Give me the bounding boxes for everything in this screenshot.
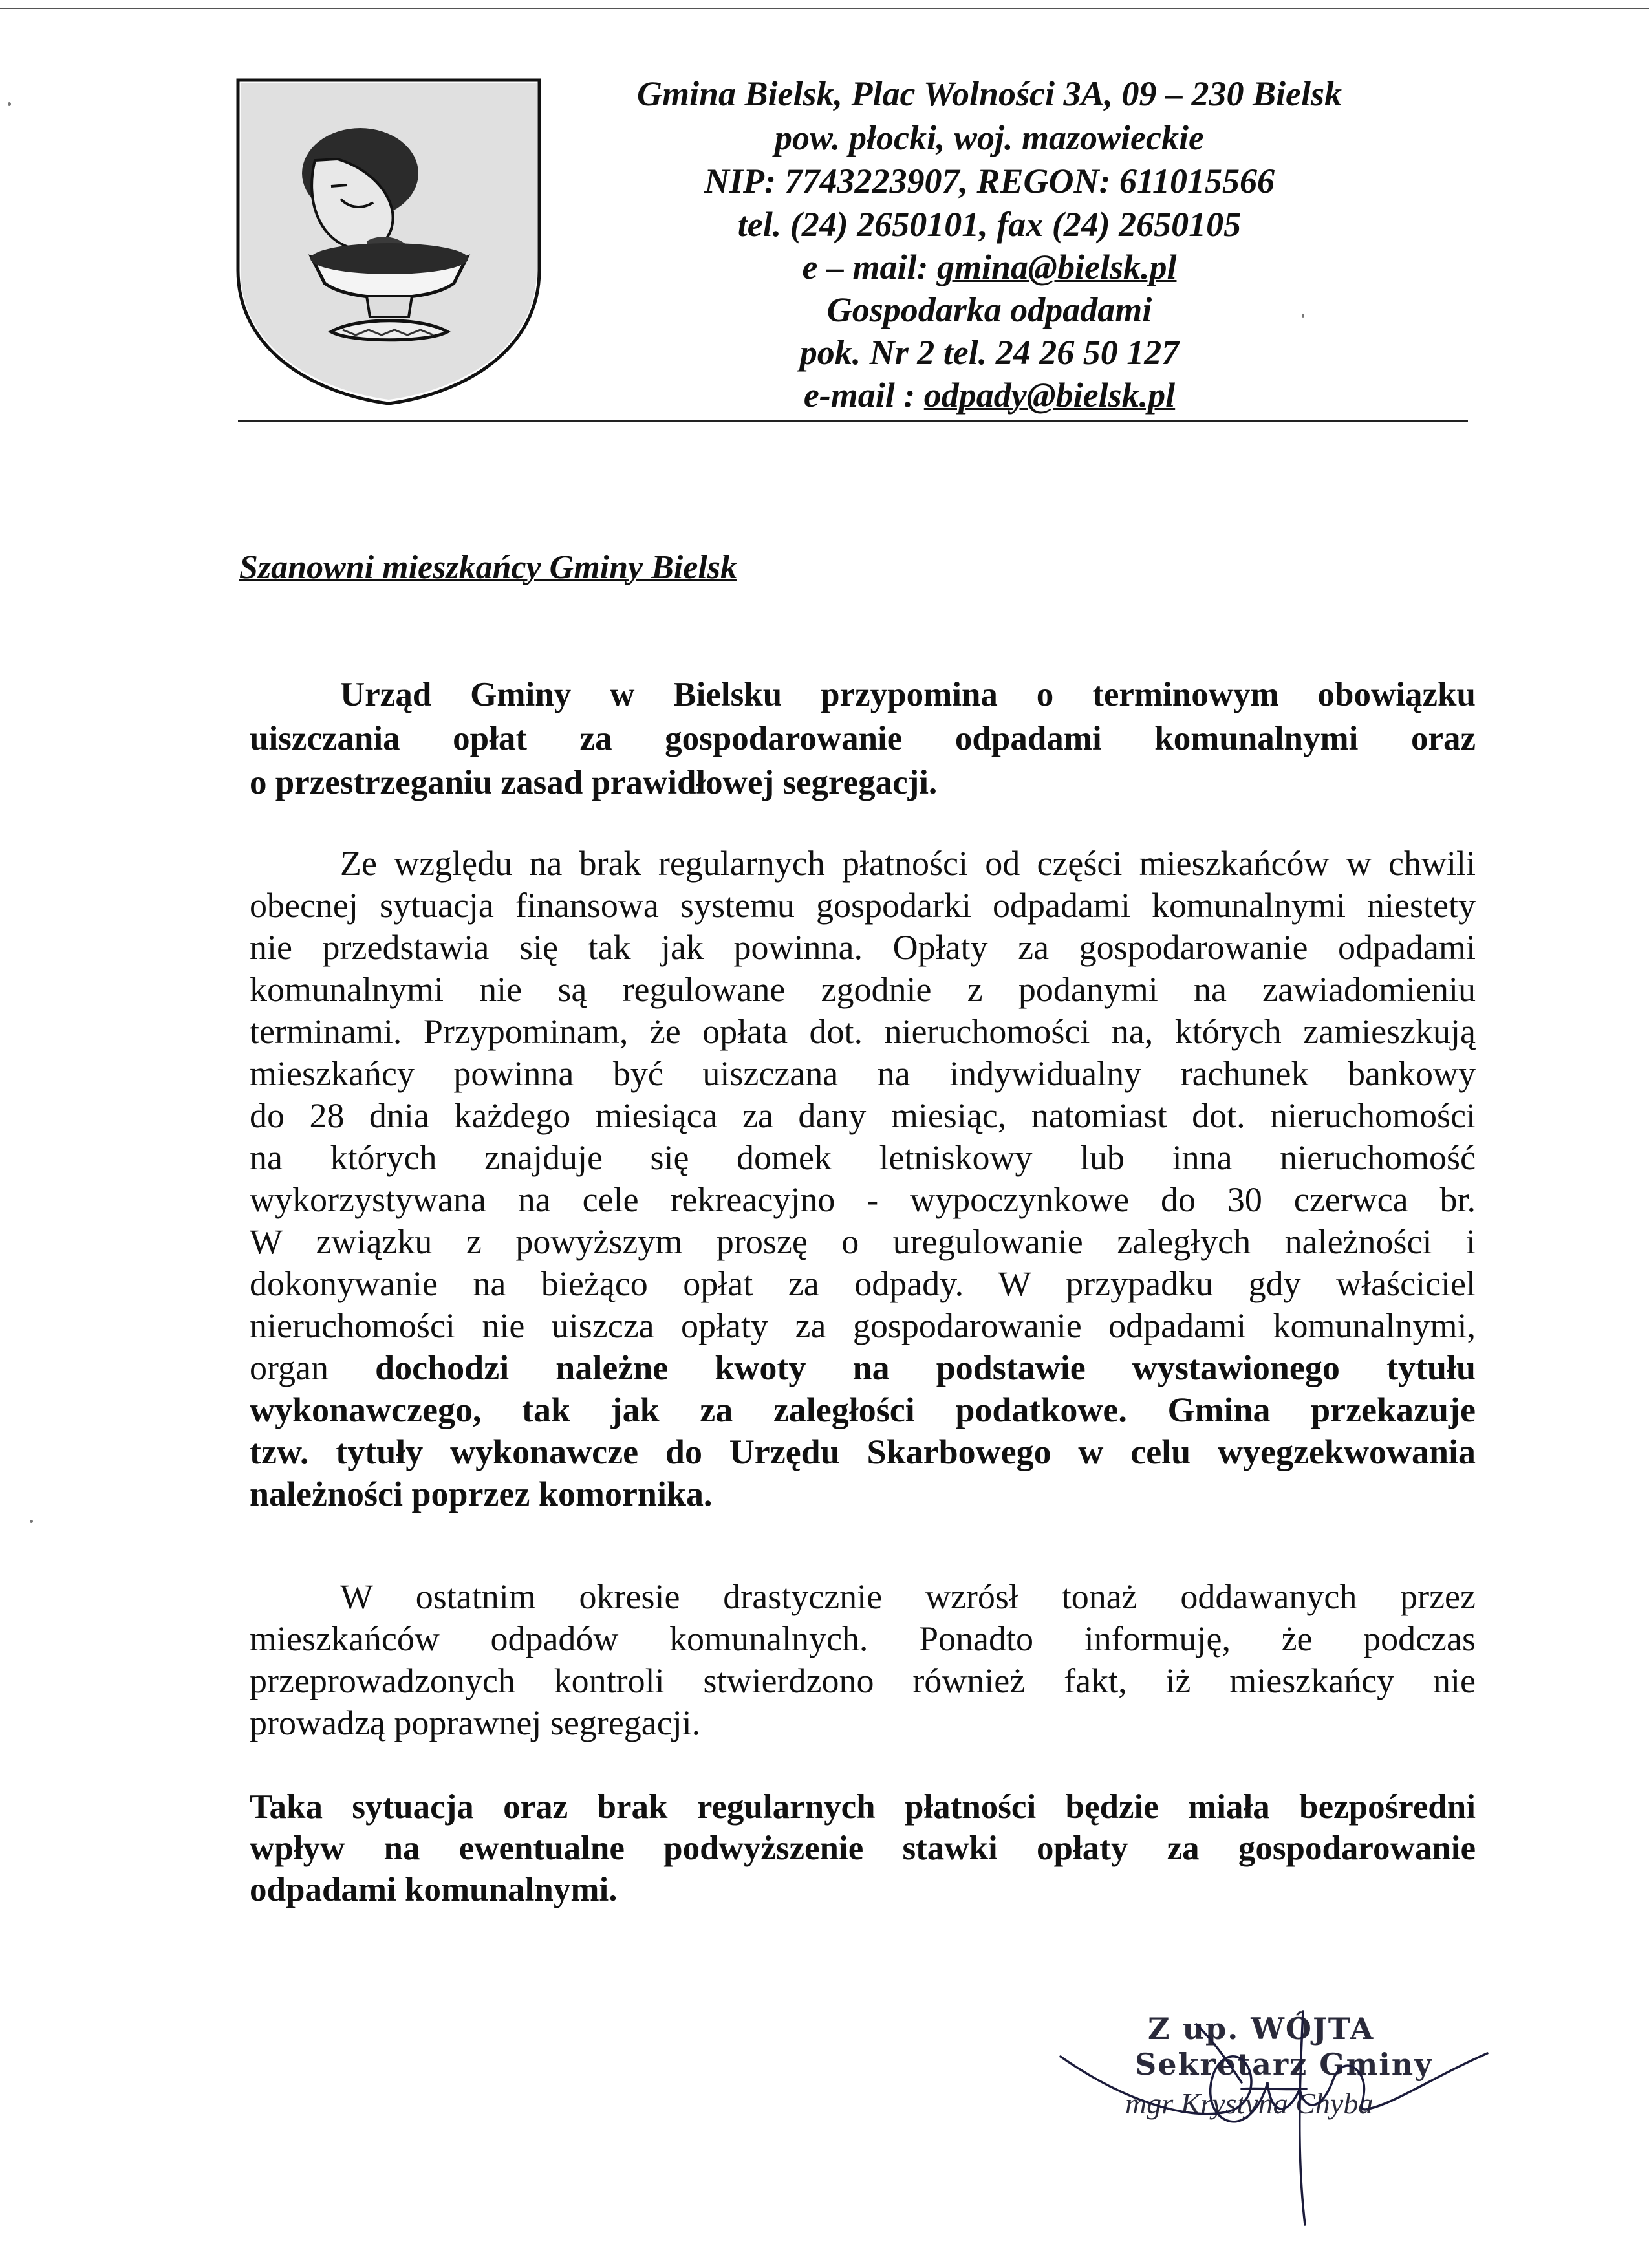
department-email-link[interactable]: odpady@bielsk.pl: [923, 376, 1176, 415]
bold-text-line: wykonawczego, tak jak za zaległości podatkowe. Gmina przekazuje: [250, 1390, 1476, 1429]
text-line: uiszczania opłat za gospodarowanie odpadami komunalnymi oraz: [250, 720, 1476, 757]
text-line: o przestrzeganiu zasad prawidłowej segregacji.: [250, 764, 938, 801]
text-line: W związku z powyższym proszę o uregulowanie zaległych należności i: [250, 1222, 1476, 1261]
text-line: wpływ na ewentualne podwyższenie stawki opłaty za gospodarowanie: [250, 1830, 1476, 1867]
text-line: mieszkańcy powinna być uiszczana na indywidualny rachunek bankowy: [250, 1054, 1476, 1093]
stamp-authorization: Z up. WÓJTA: [1148, 2011, 1375, 2046]
intro-paragraph: [250, 673, 1476, 805]
text-line: Urząd Gminy w Bielsku przypomina o terminowym obowiązku: [340, 676, 1476, 713]
text-line: odpadami komunalnymi.: [250, 1871, 618, 1908]
text-line: prowadzą poprawnej segregacji.: [250, 1703, 701, 1742]
bold-fragment: dochodzi należne kwoty na podstawie wystawionego tytułu: [375, 1348, 1476, 1387]
letterhead-phone-fax: tel. (24) 2650101, fax (24) 2650105: [737, 205, 1242, 244]
stamp-name: mgr Krystyna Chyba: [1125, 2087, 1374, 2120]
text-line: Taka sytuacja oraz brak regularnych płatności będzie miała bezpośredni: [250, 1788, 1476, 1826]
text-line: komunalnymi nie są regulowane zgodnie z podanymi na zawiadomieniu: [250, 970, 1476, 1009]
text-line: mieszkańców odpadów komunalnych. Ponadto informuję, że podczas: [250, 1619, 1476, 1658]
text-line: terminami. Przypominam, że opłata dot. nieruchomości na, których zamieszkują: [250, 1012, 1476, 1051]
text-line: nie przedstawia się tak jak powinna. Opłaty za gospodarowanie odpadami: [250, 928, 1476, 967]
waste-paragraph: [250, 1576, 1476, 1744]
email-label: e – mail:: [802, 248, 937, 286]
closing-paragraph: [250, 1786, 1476, 1910]
letterhead-tax-ids: NIP: 7743223907, REGON: 611015566: [704, 162, 1275, 200]
text-line: przeprowadzonych kontroli stwierdzono również fakt, iż mieszkańcy nie: [250, 1661, 1476, 1700]
bielsk-coat-of-arms-icon: [234, 76, 543, 406]
bold-text-line: tzw. tytuły wykonawcze do Urzędu Skarbowego w celu wyegzekwowania: [250, 1432, 1476, 1471]
letterhead-department: Gospodarka odpadami: [826, 290, 1152, 329]
text-line: nieruchomości nie uiszcza opłaty za gospodarowanie odpadami komunalnymi,: [250, 1306, 1476, 1345]
letterhead-email-row: [550, 246, 1429, 288]
scan-edge-line: [0, 8, 1649, 9]
text-line: W ostatnim okresie drastycznie wzrósł tonaż oddawanych przez: [340, 1577, 1476, 1616]
office-email-link[interactable]: gmina@bielsk.pl: [937, 248, 1177, 286]
text-line-mixed: [250, 1347, 1476, 1389]
text-line: obecnej sytuacja finansowa systemu gospodarki odpadami komunalnymi niestety: [250, 886, 1476, 925]
text-line: dokonywanie na bieżąco opłat za odpady. W przypadku gdy właściciel: [250, 1264, 1476, 1303]
text-line: do 28 dnia każdego miesiąca za dany miesiąc, natomiast dot. nieruchomości: [250, 1096, 1476, 1135]
handwritten-signature: [1048, 2005, 1513, 2263]
letterhead-address: Gmina Bielsk, Plac Wolności 3A, 09 – 230 Bielsk: [636, 74, 1342, 113]
salutation: Szanowni mieszkańcy Gminy Bielsk: [239, 549, 737, 586]
text-fragment: organ: [250, 1348, 329, 1387]
letterhead-district: pow. płocki, woj. mazowieckie: [775, 118, 1204, 157]
dept-email-label: e-mail :: [803, 376, 924, 415]
text-line: Ze względu na brak regularnych płatności od części mieszkańców w chwili: [340, 844, 1476, 883]
text-line: na których znajduje się domek letniskowy lub inna nieruchomość: [250, 1138, 1476, 1177]
bold-text-line: należności poprzez komornika.: [250, 1474, 713, 1513]
letterhead-room-phone: pok. Nr 2 tel. 24 26 50 127: [799, 333, 1180, 372]
letterhead-dept-email-row: [550, 374, 1429, 416]
letterhead-divider: [238, 420, 1468, 422]
scan-speck: [8, 102, 11, 106]
stamp-position: Sekretarz Gminy: [1135, 2047, 1433, 2082]
payment-paragraph: [250, 843, 1476, 1515]
scan-speck: [30, 1520, 33, 1523]
text-line: wykorzystywana na cele rekreacyjno - wypoczynkowe do 30 czerwca br.: [250, 1180, 1476, 1219]
